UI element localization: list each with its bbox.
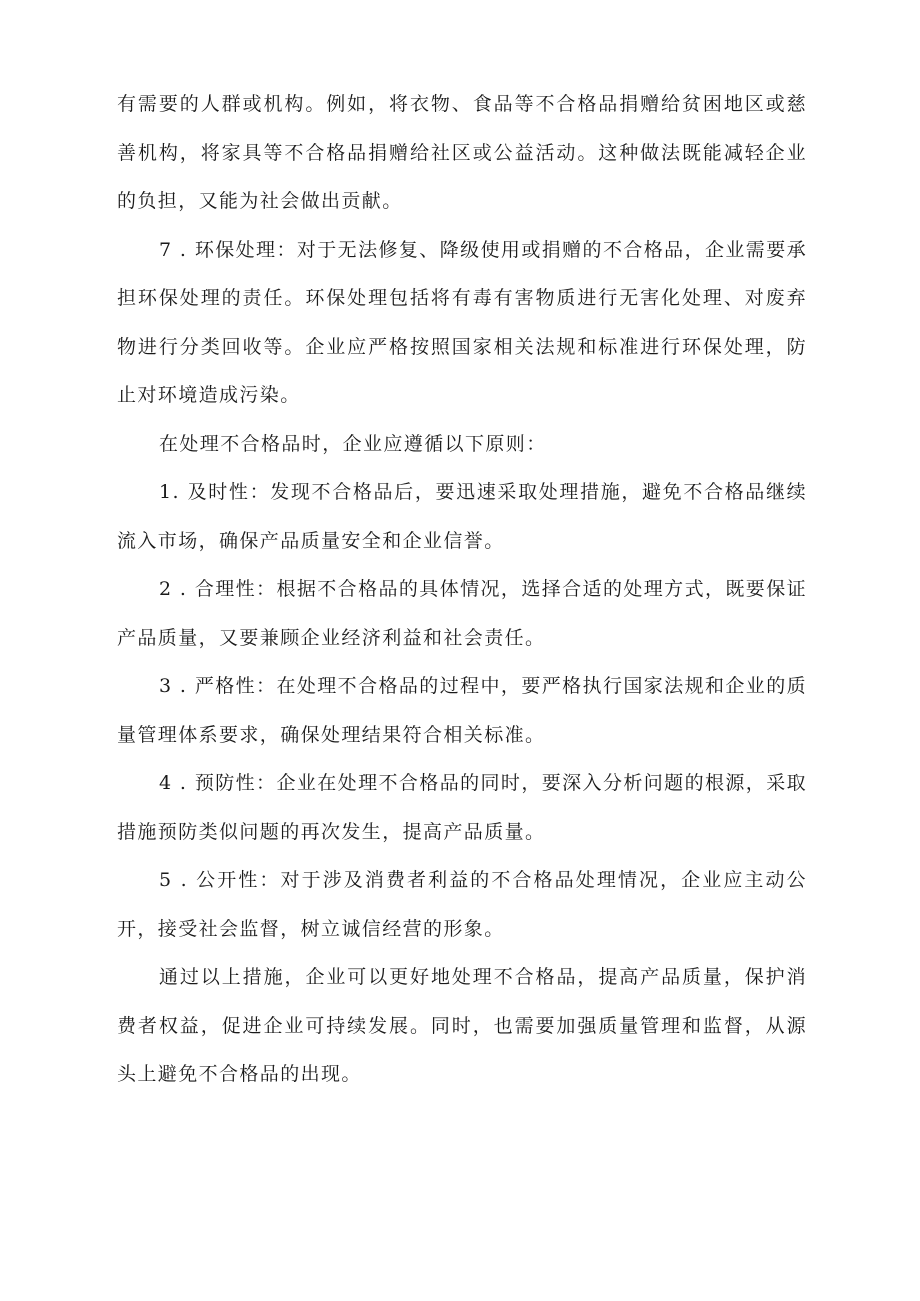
paragraph-principle-3-strictness: 3 . 严格性：在处理不合格品的过程中，要严格执行国家法规和企业的质量管理体系要求，确保处理结果符合相关标准。 bbox=[117, 675, 807, 746]
paragraph-principle-4-prevention: 4 . 预防性：企业在处理不合格品的同时，要深入分析问题的根源，采取措施预防类似问题的再次发生，提高产品质量。 bbox=[117, 772, 807, 843]
paragraph-donation-continued: 有需要的人群或机构。例如，将衣物、食品等不合格品捐赠给贫困地区或慈善机构，将家具等不合格品捐赠给社区或公益活动。这种做法既能减轻企业的负担，又能为社会做出贡献。 bbox=[117, 93, 807, 212]
document-body bbox=[117, 80, 807, 1099]
paragraph-item-7-environmental: 7 . 环保处理：对于无法修复、降级使用或捐赠的不合格品，企业需要承担环保处理的责任。环保处理包括将有毒有害物质进行无害化处理、对废弃物进行分类回收等。企业应严格按照国家相关法规和标准进行环保处理，防止对环境造成污染。 bbox=[117, 238, 807, 406]
paragraph-principles-intro: 在处理不合格品时，企业应遵循以下原则： bbox=[159, 432, 547, 455]
paragraph-principle-5-openness: 5 . 公开性：对于涉及消费者利益的不合格品处理情况，企业应主动公开，接受社会监督，树立诚信经营的形象。 bbox=[117, 869, 807, 940]
paragraph-principle-1-timeliness: 1. 及时性：发现不合格品后，要迅速采取处理措施，避免不合格品继续流入市场，确保产品质量安全和企业信誉。 bbox=[117, 481, 807, 552]
paragraph-conclusion: 通过以上措施，企业可以更好地处理不合格品，提高产品质量，保护消费者权益，促进企业可持续发展。同时，也需要加强质量管理和监督，从源头上避免不合格品的出现。 bbox=[117, 966, 807, 1085]
paragraph-principle-2-rationality: 2 . 合理性：根据不合格品的具体情况，选择合适的处理方式，既要保证产品质量，又要兼顾企业经济利益和社会责任。 bbox=[117, 578, 807, 649]
